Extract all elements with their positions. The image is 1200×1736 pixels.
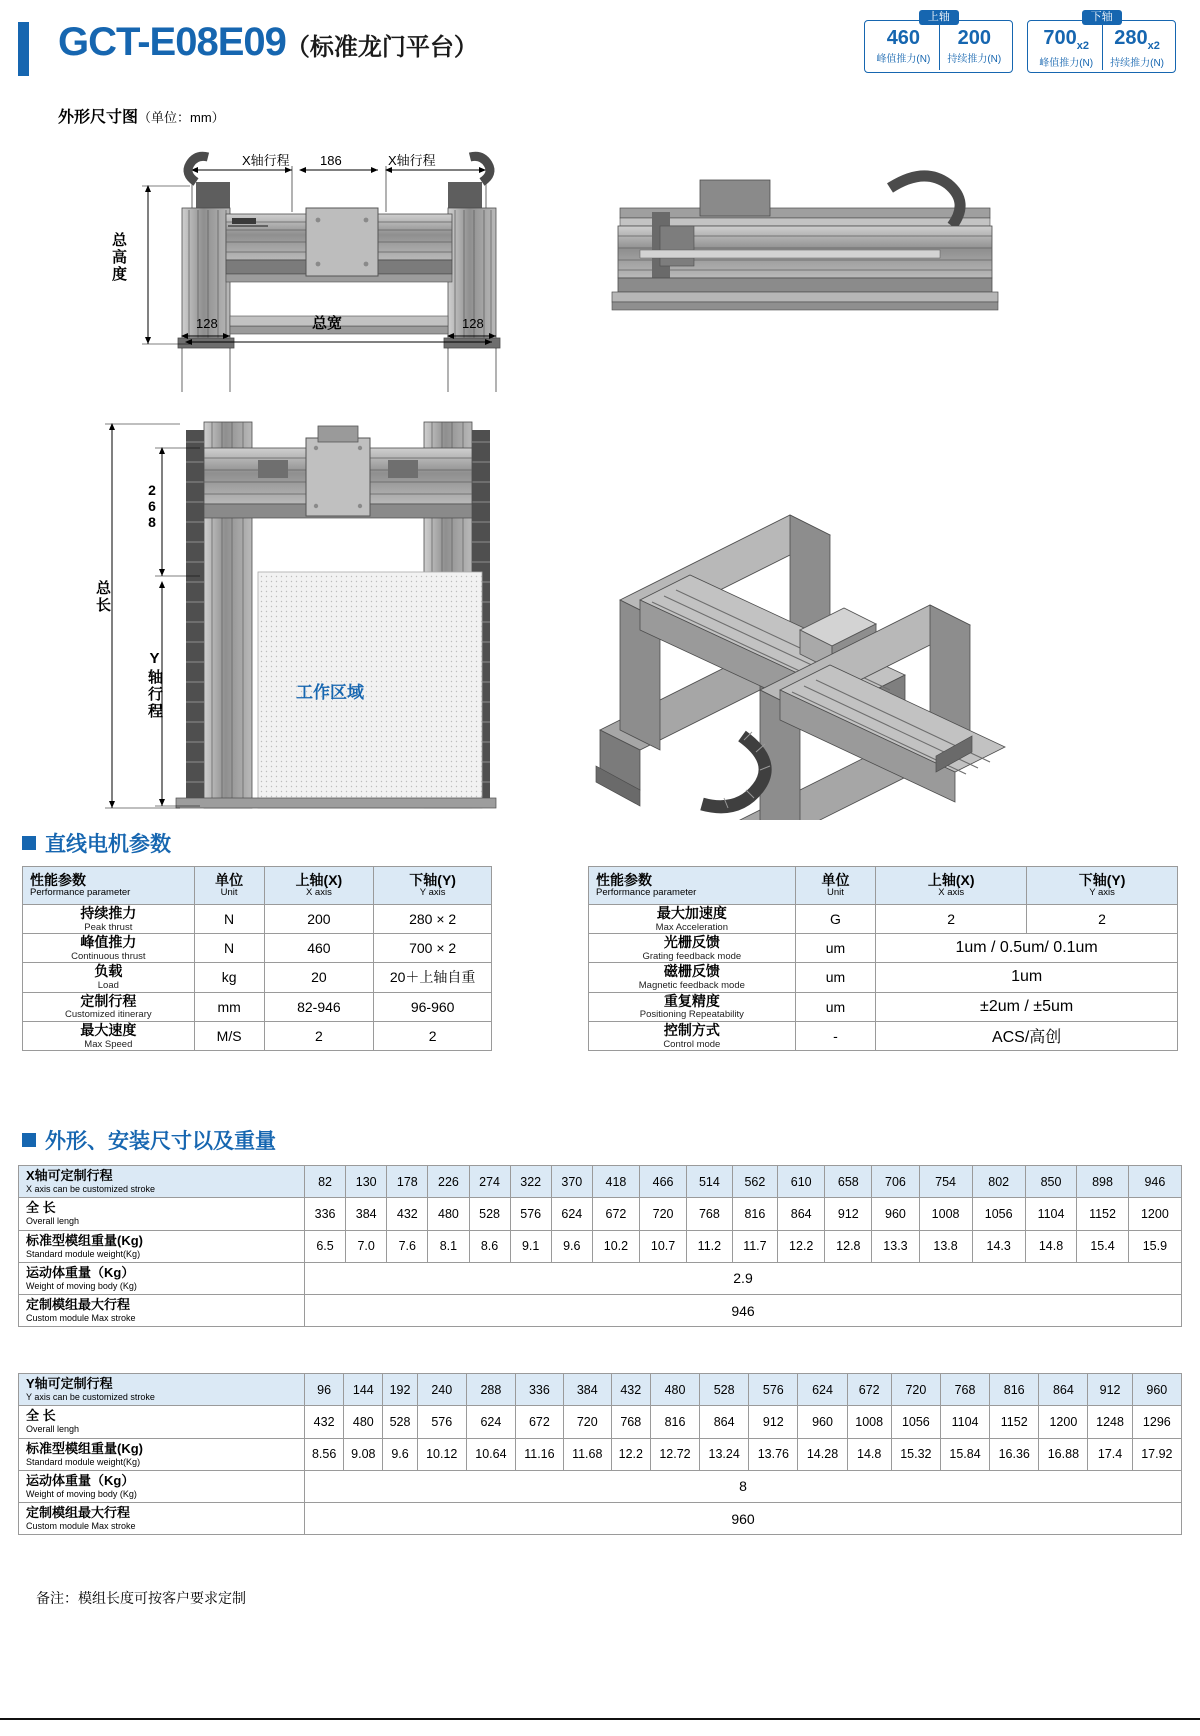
section-square-icon [22, 836, 36, 850]
dimension-drawings [0, 130, 1200, 820]
th-y-axis: 下轴(Y) Y axis [374, 867, 492, 905]
cell-y: 700 × 2 [374, 934, 492, 963]
cell: 11.68 [563, 1438, 611, 1470]
badge-lower-axis-cap: 下轴 [1082, 10, 1122, 25]
cell: 192 [383, 1374, 417, 1406]
label-total-length: 总长 [94, 580, 111, 614]
cell: 7.0 [346, 1230, 387, 1262]
cell: 912 [749, 1406, 798, 1438]
cell: 12.72 [650, 1438, 699, 1470]
cell: 322 [510, 1166, 551, 1198]
cell: 672 [592, 1198, 639, 1230]
cell-x: 2 [264, 1021, 374, 1050]
front-view-drawing [142, 156, 500, 392]
badge-cont-upper-value: 200 [957, 27, 991, 49]
cell: 15.4 [1077, 1230, 1129, 1262]
badge-cont-lower-value: $280_{x2}$ [1114, 27, 1160, 52]
cell-x: 460 [264, 934, 374, 963]
cell: 960 [798, 1406, 847, 1438]
cell-y: 20＋上轴自重 [374, 963, 492, 992]
cell: 274 [469, 1166, 510, 1198]
cell: 15.32 [891, 1438, 940, 1470]
cell: 576 [749, 1374, 798, 1406]
cell: 10.64 [466, 1438, 515, 1470]
cell: 96 [305, 1374, 344, 1406]
cell: 1008 [919, 1198, 972, 1230]
cell: 576 [417, 1406, 466, 1438]
cell: 13.24 [700, 1438, 749, 1470]
badge-upper-axis-cap: 上轴 [919, 10, 959, 25]
cell-merged: 1um [876, 963, 1178, 992]
cell: 13.3 [872, 1230, 919, 1262]
label-dim-128-left: 128 [196, 316, 218, 331]
cell: 576 [510, 1198, 551, 1230]
label-dim-186: 186 [320, 153, 342, 168]
cell: 1104 [940, 1406, 989, 1438]
cell: 1056 [972, 1198, 1025, 1230]
row-label: 持续推力 Peak thrust [23, 905, 195, 934]
row-label: 控制方式 Control mode [589, 1021, 796, 1050]
cell: 754 [919, 1166, 972, 1198]
cell: 528 [700, 1374, 749, 1406]
cell: 864 [700, 1406, 749, 1438]
label-y-stroke: Y轴行程 [146, 650, 163, 720]
cell: 706 [872, 1166, 919, 1198]
cell: 1056 [891, 1406, 940, 1438]
page-header [0, 0, 1200, 88]
cell-unit: - [795, 1021, 876, 1050]
cell-x: 82-946 [264, 992, 374, 1021]
th-x-axis: 上轴(X) X axis [264, 867, 374, 905]
badge-cont-lower-label: 持续推力(N) [1110, 58, 1164, 69]
cell: 82 [305, 1166, 346, 1198]
cell: 562 [732, 1166, 778, 1198]
row-label: 最大速度 Max Speed [23, 1021, 195, 1050]
table-row-y-max-stroke [19, 1503, 1182, 1535]
th-y-axis: 下轴(Y) Y axis [1027, 867, 1178, 905]
cell: 816 [732, 1198, 778, 1230]
cell: 370 [551, 1166, 592, 1198]
cell: 12.2 [611, 1438, 650, 1470]
row-label: 运动体重量（Kg） Weight of moving body (Kg) [19, 1262, 305, 1294]
cell: 720 [640, 1198, 687, 1230]
cell: 960 [1132, 1374, 1181, 1406]
cell: 672 [516, 1406, 564, 1438]
badge-lower-axis [1027, 11, 1176, 73]
cell: 11.7 [732, 1230, 778, 1262]
table-row [589, 963, 1178, 992]
badge-cell-cont-upper [939, 24, 1008, 70]
cell: 336 [305, 1198, 346, 1230]
row-label: 定制模组最大行程 Custom module Max stroke [19, 1503, 305, 1535]
cell: 14.8 [1025, 1230, 1077, 1262]
cell-unit: G [795, 905, 876, 934]
cell: 226 [428, 1166, 469, 1198]
cell: 288 [466, 1374, 515, 1406]
cell: 418 [592, 1166, 639, 1198]
badge-upper-axis [864, 11, 1013, 73]
cell: 16.36 [990, 1438, 1039, 1470]
table-row [589, 905, 1178, 934]
cell-unit: um [795, 992, 876, 1021]
cell: 9.6 [551, 1230, 592, 1262]
cell: 946 [1128, 1166, 1181, 1198]
cell: 1152 [1077, 1198, 1129, 1230]
page-title [58, 20, 478, 65]
cell: 768 [687, 1198, 733, 1230]
cell: 240 [417, 1374, 466, 1406]
badge-cell-peak-lower [1032, 24, 1100, 70]
th-x-axis: 上轴(X) X axis [876, 867, 1027, 905]
cell: 10.7 [640, 1230, 687, 1262]
row-label: 最大加速度 Max Acceleration [589, 905, 796, 934]
x-axis-dimension-table [18, 1165, 1182, 1327]
cell: 8.1 [428, 1230, 469, 1262]
cell: 624 [551, 1198, 592, 1230]
table-row-y-weight [19, 1438, 1182, 1470]
table-row [23, 905, 492, 934]
cell: 15.9 [1128, 1230, 1181, 1262]
cell: 802 [972, 1166, 1025, 1198]
cell: 9.6 [383, 1438, 417, 1470]
cell: 11.2 [687, 1230, 733, 1262]
row-label: 重复精度 Positioning Repeatability [589, 992, 796, 1021]
row-label: 定制行程 Customized itinerary [23, 992, 195, 1021]
badge-cell-peak-upper [869, 24, 937, 70]
cell: 11.16 [516, 1438, 564, 1470]
badge-cell-cont-lower [1102, 24, 1171, 70]
table-row-y-moving-weight [19, 1470, 1182, 1502]
cell: 10.12 [417, 1438, 466, 1470]
table-row [23, 992, 492, 1021]
cell: 130 [346, 1166, 387, 1198]
cell: 10.2 [592, 1230, 639, 1262]
cell: 912 [825, 1198, 872, 1230]
cell: 13.76 [749, 1438, 798, 1470]
cell-merged: 960 [305, 1503, 1182, 1535]
cell: 816 [990, 1374, 1039, 1406]
th-performance: 性能参数 Performance parameter [589, 867, 796, 905]
table-row-x-weight [19, 1230, 1182, 1262]
cell: 432 [305, 1406, 344, 1438]
cell: 1152 [990, 1406, 1039, 1438]
cell: 658 [825, 1166, 872, 1198]
cell: 16.88 [1039, 1438, 1088, 1470]
cell: 14.8 [847, 1438, 891, 1470]
cell-unit: um [795, 963, 876, 992]
cell-x: 2 [876, 905, 1027, 934]
cell: 720 [563, 1406, 611, 1438]
cell-y: 2 [374, 1021, 492, 1050]
row-label: 全 长 Overall lengh [19, 1406, 305, 1438]
cell: 898 [1077, 1166, 1129, 1198]
cell: 8.56 [305, 1438, 344, 1470]
row-label: 光栅反馈 Grating feedback mode [589, 934, 796, 963]
table-row-x-max-stroke [19, 1295, 1182, 1327]
cell: 816 [650, 1406, 699, 1438]
cell: 624 [798, 1374, 847, 1406]
cell: 12.8 [825, 1230, 872, 1262]
cell: 384 [563, 1374, 611, 1406]
cell-y: 280 × 2 [374, 905, 492, 934]
cell: 624 [466, 1406, 515, 1438]
label-total-height: 总高度 [110, 232, 127, 283]
cell: 9.08 [344, 1438, 383, 1470]
table-row [23, 934, 492, 963]
cell: 850 [1025, 1166, 1077, 1198]
cell-x: 200 [264, 905, 374, 934]
table-row [589, 992, 1178, 1021]
label-x-stroke-right: X轴行程 [388, 153, 436, 168]
cell: 864 [1039, 1374, 1088, 1406]
cell: 864 [778, 1198, 825, 1230]
cell-unit: mm [194, 992, 264, 1021]
dimensions-weight-heading: 外形、安装尺寸以及重量 [22, 1125, 276, 1155]
table-row [23, 963, 492, 992]
cell: 480 [428, 1198, 469, 1230]
model-subtitle: （标准龙门平台） [285, 34, 478, 61]
cell: 466 [640, 1166, 687, 1198]
table-row-x-length [19, 1198, 1182, 1230]
cell: 432 [611, 1374, 650, 1406]
cell-merged: ACS/高创 [876, 1021, 1178, 1050]
thrust-badges [864, 11, 1176, 73]
cell: 1104 [1025, 1198, 1077, 1230]
cell: 432 [387, 1198, 428, 1230]
label-work-area: 工作区域 [296, 683, 364, 702]
cell: 480 [344, 1406, 383, 1438]
cell: 13.8 [919, 1230, 972, 1262]
motor-parameters-heading: 直线电机参数 [22, 828, 171, 858]
cell: 14.28 [798, 1438, 847, 1470]
motor-table-right [588, 866, 1178, 1051]
row-label: Y轴可定制行程 Y axis can be customized stroke [19, 1374, 305, 1406]
cell: 1200 [1128, 1198, 1181, 1230]
header-accent-bar [18, 22, 29, 76]
model-name: GCT-E08E09 [58, 20, 286, 64]
label-dim-128-right: 128 [462, 316, 484, 331]
th-performance: 性能参数 Performance parameter [23, 867, 195, 905]
cell-unit: M/S [194, 1021, 264, 1050]
table-row [589, 1021, 1178, 1050]
cell: 336 [516, 1374, 564, 1406]
cell: 1200 [1039, 1406, 1088, 1438]
cell: 480 [650, 1374, 699, 1406]
cell: 514 [687, 1166, 733, 1198]
th-unit: 单位 Unit [194, 867, 264, 905]
cell-unit: N [194, 934, 264, 963]
cell: 1296 [1132, 1406, 1181, 1438]
th-unit: 单位 Unit [795, 867, 876, 905]
footnote: 备注：模组长度可按客户要求定制 [36, 1590, 246, 1606]
cell-merged: 8 [305, 1470, 1182, 1502]
row-label: 全 长 Overall lengh [19, 1198, 305, 1230]
cell: 144 [344, 1374, 383, 1406]
cell-unit: N [194, 905, 264, 934]
cell: 178 [387, 1166, 428, 1198]
cell: 15.84 [940, 1438, 989, 1470]
row-label: 标准型模组重量(Kg) Standard module weight(Kg) [19, 1438, 305, 1470]
cell: 610 [778, 1166, 825, 1198]
side-view-drawing [612, 176, 998, 310]
cell: 8.6 [469, 1230, 510, 1262]
cell: 528 [469, 1198, 510, 1230]
table-header-row [589, 867, 1178, 905]
cell: 1248 [1088, 1406, 1132, 1438]
cell: 528 [383, 1406, 417, 1438]
cell-y: 96-960 [374, 992, 492, 1021]
table-row [589, 934, 1178, 963]
cell-merged: 2.9 [305, 1262, 1182, 1294]
row-label: X轴可定制行程 X axis can be customized stroke [19, 1166, 305, 1198]
cell: 9.1 [510, 1230, 551, 1262]
cell-y: 2 [1027, 905, 1178, 934]
table-row-y-stroke [19, 1374, 1182, 1406]
row-label: 运动体重量（Kg） Weight of moving body (Kg) [19, 1470, 305, 1502]
isometric-view-drawing [596, 515, 1005, 820]
table-row [23, 1021, 492, 1050]
cell: 17.4 [1088, 1438, 1132, 1470]
cell: 12.2 [778, 1230, 825, 1262]
cell: 768 [611, 1406, 650, 1438]
section-square-icon [22, 1133, 36, 1147]
table-row-x-stroke [19, 1166, 1182, 1198]
row-label: 峰值推力 Continuous thrust [23, 934, 195, 963]
badge-peak-upper-value: 460 [886, 27, 921, 49]
badge-peak-lower-value: $700_{x2}$ [1043, 27, 1089, 52]
cell: 1008 [847, 1406, 891, 1438]
y-axis-dimension-table [18, 1373, 1182, 1535]
bottom-rule [0, 1718, 1200, 1720]
cell: 14.3 [972, 1230, 1025, 1262]
label-total-width: 总宽 [312, 315, 343, 332]
cell: 384 [346, 1198, 387, 1230]
motor-table-left [22, 866, 492, 1051]
cell: 672 [847, 1374, 891, 1406]
cell: 17.92 [1132, 1438, 1181, 1470]
cell: 6.5 [305, 1230, 346, 1262]
label-x-stroke-left: X轴行程 [242, 153, 290, 168]
cell: 720 [891, 1374, 940, 1406]
cell-x: 20 [264, 963, 374, 992]
row-label: 标准型模组重量(Kg) Standard module weight(Kg) [19, 1230, 305, 1262]
table-row-y-length [19, 1406, 1182, 1438]
cell: 960 [872, 1198, 919, 1230]
badge-peak-upper-label: 峰值推力(N) [876, 54, 931, 65]
row-label: 磁栅反馈 Magnetic feedback mode [589, 963, 796, 992]
table-row-x-moving-weight [19, 1262, 1182, 1294]
cell-unit: kg [194, 963, 264, 992]
cell-unit: um [795, 934, 876, 963]
cell-merged: 1um / 0.5um/ 0.1um [876, 934, 1178, 963]
row-label: 定制模组最大行程 Custom module Max stroke [19, 1295, 305, 1327]
row-label: 负载 Load [23, 963, 195, 992]
cell: 7.6 [387, 1230, 428, 1262]
cell: 912 [1088, 1374, 1132, 1406]
badge-cont-upper-label: 持续推力(N) [947, 54, 1002, 65]
label-dim-268: 268 [144, 482, 160, 530]
top-view-drawing [105, 420, 500, 808]
badge-peak-lower-label: 峰值推力(N) [1039, 58, 1094, 69]
cell-merged: ±2um / ±5um [876, 992, 1178, 1021]
cell-merged: 946 [305, 1295, 1182, 1327]
table-header-row [23, 867, 492, 905]
cell: 768 [940, 1374, 989, 1406]
dimension-drawing-title: 外形尺寸图（单位：mm） [58, 109, 225, 126]
